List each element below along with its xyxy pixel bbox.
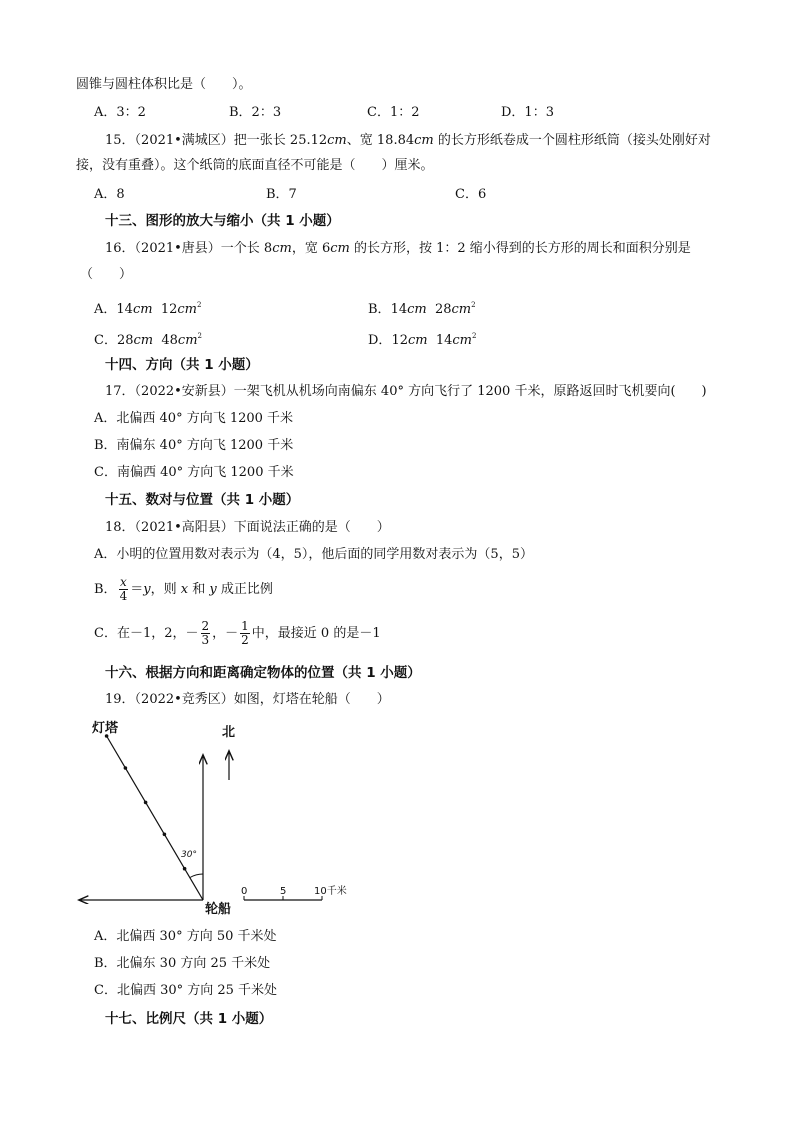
fraction-x-over-4: $\frac{x}{4}$ <box>119 575 128 603</box>
angle-label: 30° <box>181 850 197 860</box>
lighthouse-ray <box>106 735 203 900</box>
q16-option-a[interactable]: A．14cm $12cm^2$ <box>94 301 202 317</box>
q19-stem: 19．（2022•竞秀区）如图，灯塔在轮船（ ） <box>105 692 390 707</box>
ray-tick-3 <box>144 801 148 805</box>
q16-option-d[interactable]: D．12cm $14cm^2$ <box>368 332 477 348</box>
q15-option-c[interactable]: C．6 <box>455 187 487 202</box>
q16-option-b[interactable]: B．14cm $28cm^2$ <box>368 301 476 317</box>
ray-tick-1 <box>183 867 187 871</box>
q17-option-b[interactable]: B．南偏东 40° 方向飞 1200 千米 <box>94 438 294 453</box>
q14-option-d[interactable]: D．1：3 <box>501 105 554 120</box>
q16-option-c[interactable]: C．28cm $48cm^2$ <box>94 332 202 348</box>
q15-stem-line1: 15．（2021•满城区）把一张长 25.12cm、宽 18.84cm 的长方形纸卷成一个圆柱形纸筒（接头处刚好对 <box>105 133 711 148</box>
fraction-2-over-3: $\frac{2}{3}$ <box>201 619 210 647</box>
q15-option-b[interactable]: B．7 <box>266 187 297 202</box>
q17-option-a[interactable]: A．北偏西 40° 方向飞 1200 千米 <box>94 411 294 426</box>
q16-stem-line1: 16．（2021•唐县）一个长 8cm，宽 6cm 的长方形，按 1：2 缩小得到的长方形的周长和面积分别是 <box>105 241 691 256</box>
q19-option-b[interactable]: B．北偏东 30 方向 25 千米处 <box>94 956 271 971</box>
section-13-heading: 十三、图形的放大与缩小（共 1 小题） <box>105 213 340 229</box>
q15-option-a[interactable]: A．8 <box>94 187 125 202</box>
q17-stem: 17．（2022•安新县）一架飞机从机场向南偏东 40° 方向飞行了 1200 千米，原路返回时飞机要向( ) <box>105 384 707 399</box>
section-15-heading: 十五、数对与位置（共 1 小题） <box>105 492 300 508</box>
section-14-heading: 十四、方向（共 1 小题） <box>105 357 259 373</box>
q14-option-c[interactable]: C．1：2 <box>367 105 420 120</box>
scale-label-5: 5 <box>280 886 287 897</box>
ship-label: 轮船 <box>205 902 232 917</box>
q18-option-a[interactable]: A．小明的位置用数对表示为（4，5），他后面的同学用数对表示为（5，5） <box>94 547 533 562</box>
angle-arc <box>190 874 203 878</box>
scale-label-10: 10千米 <box>314 886 347 897</box>
q14-stem: 圆锥与圆柱体积比是（ ）。 <box>76 77 252 92</box>
lighthouse-label: 灯塔 <box>92 721 119 736</box>
scale-label-0: 0 <box>241 886 248 897</box>
ray-tick-2 <box>163 833 167 837</box>
fraction-1-over-2: $\frac{1}{2}$ <box>241 619 249 647</box>
q15-stem-line2: 接，没有重叠）。这个纸筒的底面直径不可能是（ ）厘米。 <box>76 158 434 173</box>
section-16-heading: 十六、根据方向和距离确定物体的位置（共 1 小题） <box>105 665 421 681</box>
q16-stem-line2: （ ） <box>80 267 133 282</box>
q18-stem: 18．（2021•高阳县）下面说法正确的是（ ） <box>105 520 390 535</box>
q14-option-a[interactable]: A．3：2 <box>94 105 146 120</box>
q19-option-c[interactable]: C．北偏西 30° 方向 25 千米处 <box>94 983 278 998</box>
q18-option-b[interactable]: B． $\frac{x}{4}$ ＝y，则 x 和 y 成正比例 <box>94 575 273 603</box>
q19-option-a[interactable]: A．北偏西 30° 方向 50 千米处 <box>94 929 277 944</box>
q14-option-b[interactable]: B．2：3 <box>229 105 282 120</box>
q18-option-c[interactable]: C．在－1，2，－ $\frac{2}{3}$ ，－ $\frac{1}{2}$ 中，最接近 0 的是－1 <box>94 619 381 647</box>
q17-option-c[interactable]: C．南偏西 40° 方向飞 1200 千米 <box>94 465 294 480</box>
north-label: 北 <box>222 725 236 740</box>
section-17-heading: 十七、比例尺（共 1 小题） <box>105 1011 273 1027</box>
ray-tick-4 <box>124 766 128 770</box>
